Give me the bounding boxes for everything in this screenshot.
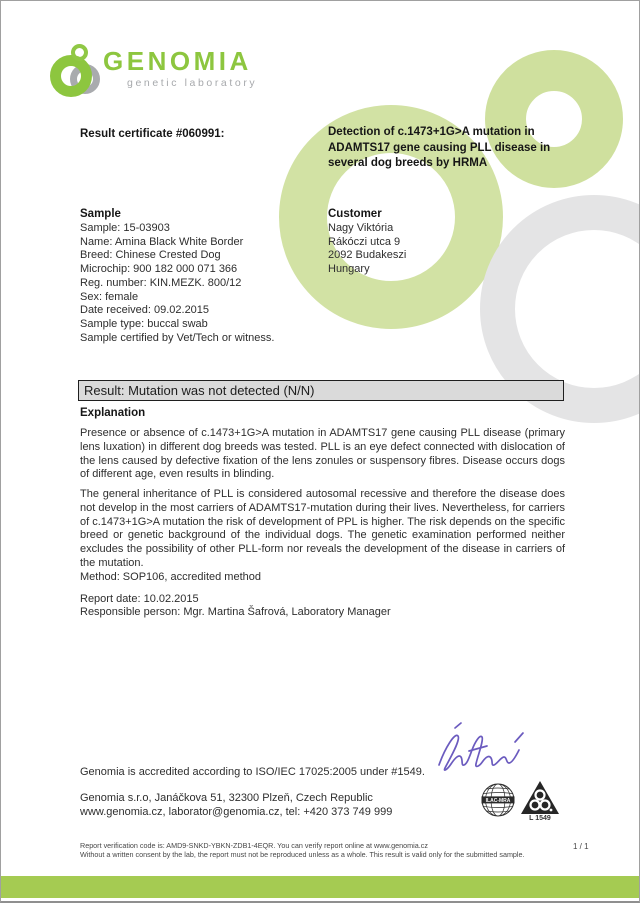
footer-disclaimer-line: Without a written consent by the lab, the report must not be reproduced unless as a whole. This result is valid only for the submitted sample. — [80, 850, 525, 859]
sample-date-received-line: Date received: 09.02.2015 — [80, 304, 210, 317]
footer-verification-line: Report verification code is: AMD9-SNKD-YBKN-ZDB1-4EQR. You can verify report online at www.genomia.cz — [80, 841, 428, 850]
explanation-paragraph-1: Presence or absence of c.1473+1G>A mutation in ADAMTS17 gene causing PLL disease (primary lens luxation) in different dog breeds was tested. PLL is an eye defect connected with dislocation of the lens caused by defective fixation of the lens zonules or suspensory fibres. Disease occurs dogs of different age, even results in blinding. — [80, 427, 565, 481]
customer-city-line: 2092 Budakeszi — [328, 249, 407, 262]
test-title-line: Detection of c.1473+1G>A mutation in — [328, 126, 535, 138]
sample-heading: Sample — [80, 208, 121, 220]
certificate-number-label: Result certificate #060991: — [80, 128, 225, 140]
logo-circle-green-small-icon — [71, 44, 88, 61]
svg-text:ILAC-MRA: ILAC-MRA — [485, 797, 511, 804]
sample-regnumber-line: Reg. number: KIN.MEZK. 800/12 — [80, 276, 242, 289]
bottom-green-bar — [1, 876, 639, 898]
customer-country-line: Hungary — [328, 263, 370, 276]
logo-tagline: genetic laboratory — [127, 77, 258, 89]
customer-heading: Customer — [328, 208, 382, 220]
sample-details — [80, 222, 274, 345]
signature — [431, 720, 539, 776]
result-box: Result: Mutation was not detected (N/N) — [78, 380, 564, 401]
sample-name-line: Name: Amina Black White Border — [80, 235, 244, 248]
test-title — [328, 125, 573, 172]
responsible-person-line: Responsible person: Mgr. Martina Šafrová, Laboratory Manager — [80, 606, 391, 618]
report-date-line: Report date: 10.02.2015 — [80, 593, 199, 605]
customer-name-line: Nagy Viktória — [328, 222, 394, 234]
explanation-heading: Explanation — [80, 407, 146, 419]
company-web-line: www.genomia.cz, laborator@genomia.cz, tel: +420 373 749 999 — [80, 806, 393, 818]
sample-certified-line: Sample certified by Vet/Tech or witness. — [80, 331, 275, 344]
sample-id-line: Sample: 15-03903 — [80, 222, 170, 234]
sample-breed-line: Breed: Chinese Crested Dog — [80, 249, 221, 262]
cia-stamp-number: L 1549 — [529, 815, 551, 822]
sample-microchip-line: Microchip: 900 182 000 071 366 — [80, 263, 238, 276]
logo-circle-green-large-icon — [50, 55, 92, 97]
accreditation-line: Genomia is accredited according to ISO/IEC 17025:2005 under #1549. — [80, 766, 425, 778]
method-line: Method: SOP106, accredited method — [80, 571, 261, 583]
ilac-mra-stamp-icon — [481, 783, 515, 817]
company-address-line: Genomia s.r.o, Janáčkova 51, 32300 Plzeň, Czech Republic — [80, 792, 373, 804]
logo-wordmark: GENOMIA — [103, 46, 252, 76]
test-title-line: ADAMTS17 gene causing PLL disease in — [328, 141, 551, 154]
sample-type-line: Sample type: buccal swab — [80, 317, 208, 330]
customer-details — [328, 222, 406, 277]
test-title-line: several dog breeds by HRMA — [328, 157, 488, 169]
sample-sex-line: Sex: female — [80, 290, 139, 303]
cia-accreditation-stamp-icon — [520, 780, 560, 815]
explanation-paragraph-2: The general inheritance of PLL is considered autosomal recessive and therefore the disease does not develop in the most carriers of ADAMTS17-mutation during their lives. Nevertheless, for carriers of c.1473+1G>A mutation the risk of development of PPL is higher. The risk depends on the specific breed or genetic background of the individual dogs. The genetic examination performed neither excludes the possibility of other PLL-form nor reveals the development of the disease in carriers of the mutation. — [80, 488, 565, 569]
page-number: 1 / 1 — [573, 842, 589, 851]
customer-street-line: Rákóczi utca 9 — [328, 235, 401, 248]
